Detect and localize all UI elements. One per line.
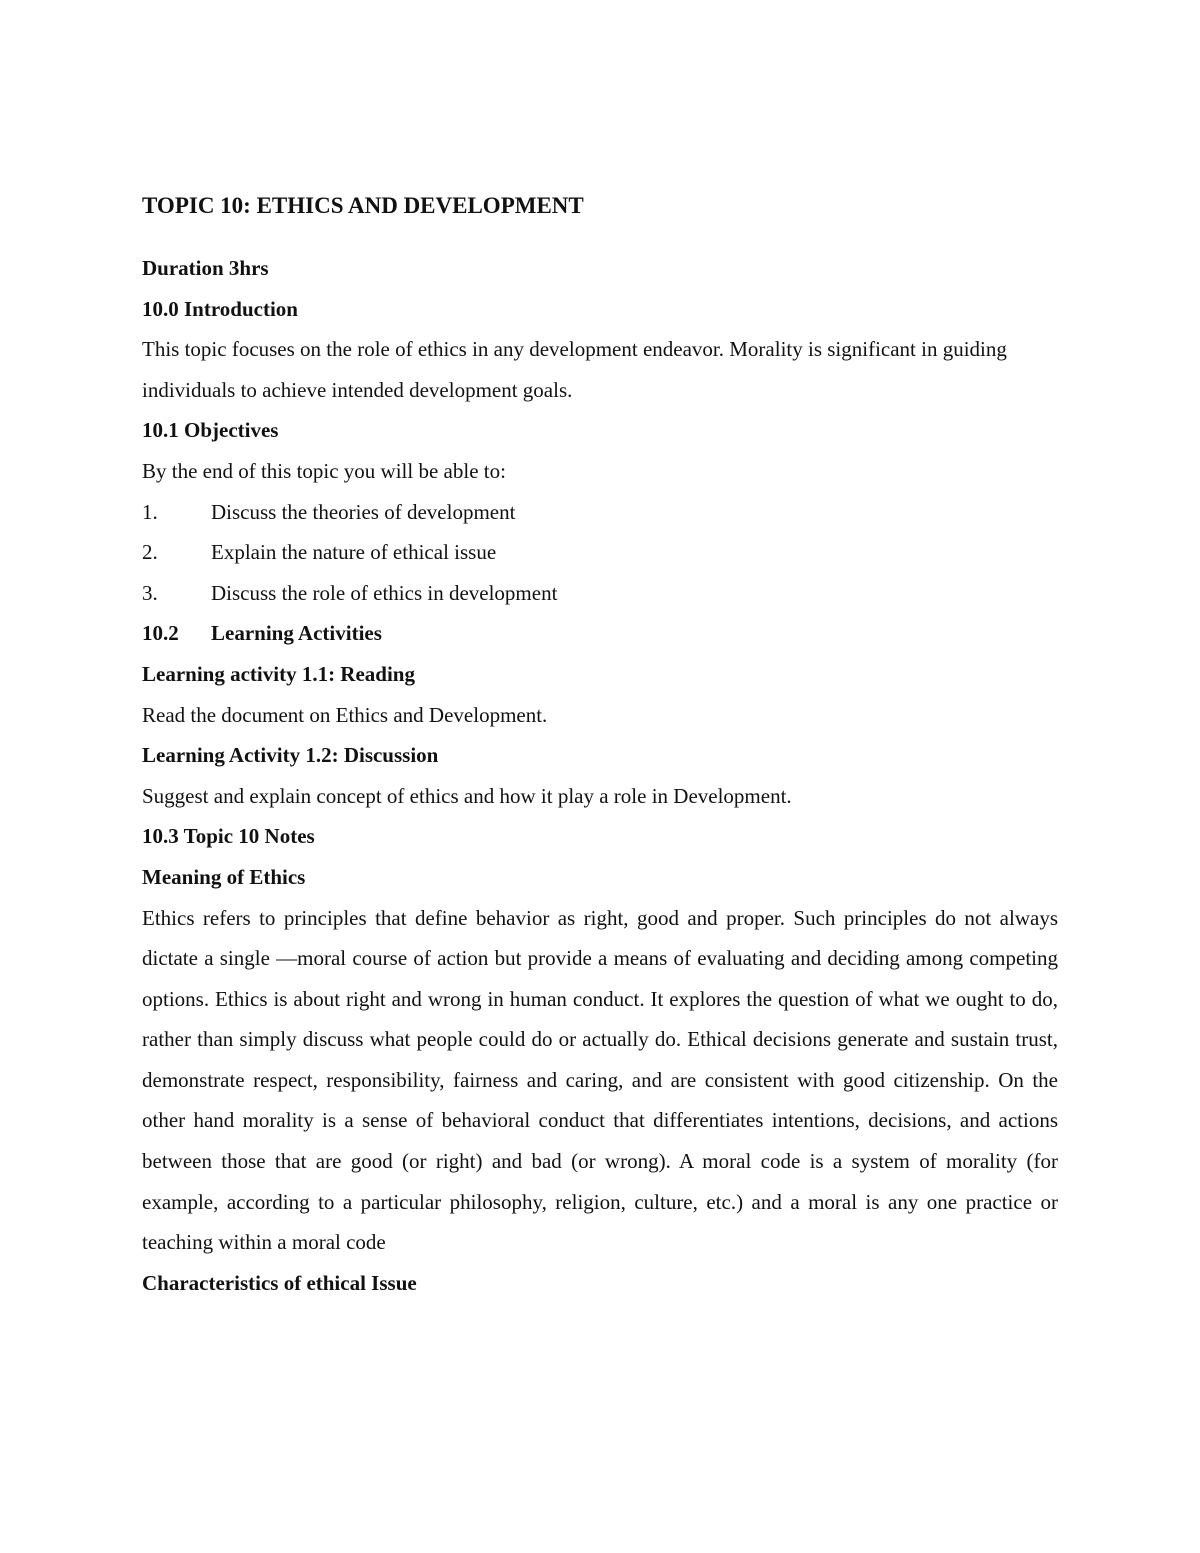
activity-1-text: Read the document on Ethics and Development. bbox=[142, 702, 548, 727]
learning-activities-heading bbox=[142, 613, 1058, 654]
activity-2-text: Suggest and explain concept of ethics and how it play a role in Development. bbox=[142, 783, 792, 808]
section-number: 10.2 bbox=[142, 621, 179, 646]
list-item-text: Explain the nature of ethical issue bbox=[211, 540, 497, 565]
section-title: Learning Activities bbox=[211, 621, 382, 646]
document-title: TOPIC 10: ETHICS AND DEVELOPMENT bbox=[142, 193, 584, 218]
objectives-lead: By the end of this topic you will be able to: bbox=[142, 458, 506, 483]
document-page bbox=[142, 188, 1058, 1303]
list-item-number: 3. bbox=[142, 580, 158, 605]
activity-1-heading: Learning activity 1.1: Reading bbox=[142, 661, 415, 686]
intro-heading: 10.0 Introduction bbox=[142, 296, 298, 321]
list-item bbox=[142, 492, 1058, 533]
characteristics-heading: Characteristics of ethical Issue bbox=[142, 1270, 417, 1295]
objectives-heading: 10.1 Objectives bbox=[142, 418, 279, 443]
list-item bbox=[142, 532, 1058, 573]
meaning-heading: Meaning of Ethics bbox=[142, 864, 306, 889]
list-item-text: Discuss the role of ethics in development bbox=[211, 580, 558, 605]
activity-2-heading: Learning Activity 1.2: Discussion bbox=[142, 743, 439, 768]
duration-label: Duration 3hrs bbox=[142, 256, 269, 280]
intro-paragraph: This topic focuses on the role of ethics in any development endeavor. Morality is significant in guiding individuals to achieve intended development goals. bbox=[142, 337, 1007, 402]
notes-heading: 10.3 Topic 10 Notes bbox=[142, 824, 315, 849]
list-item-text: Discuss the theories of development bbox=[211, 499, 516, 524]
objectives-list bbox=[142, 492, 1058, 614]
list-item-number: 2. bbox=[142, 540, 158, 565]
list-item bbox=[142, 573, 1058, 614]
meaning-paragraph: Ethics refers to principles that define behavior as right, good and proper. Such principles do not always dictate a single —moral course of action but provide a means of evaluating and deciding among competing options. Ethics is about right and wrong in human conduct. It explores the question of what we ought to do, rather than simply discuss what people could do or actually do. Ethical decisions generate and sustain trust, demonstrate respect, responsibility, fairness and caring, and are consistent with good citizenship. On the other hand morality is a sense of behavioral conduct that differentiates intentions, decisions, and actions between those that are good (or right) and bad (or wrong). A moral code is a system of morality (for example, according to a particular philosophy, religion, culture, etc.) and a moral is any one practice or teaching within a moral code bbox=[142, 905, 1058, 1255]
list-item-number: 1. bbox=[142, 499, 158, 524]
